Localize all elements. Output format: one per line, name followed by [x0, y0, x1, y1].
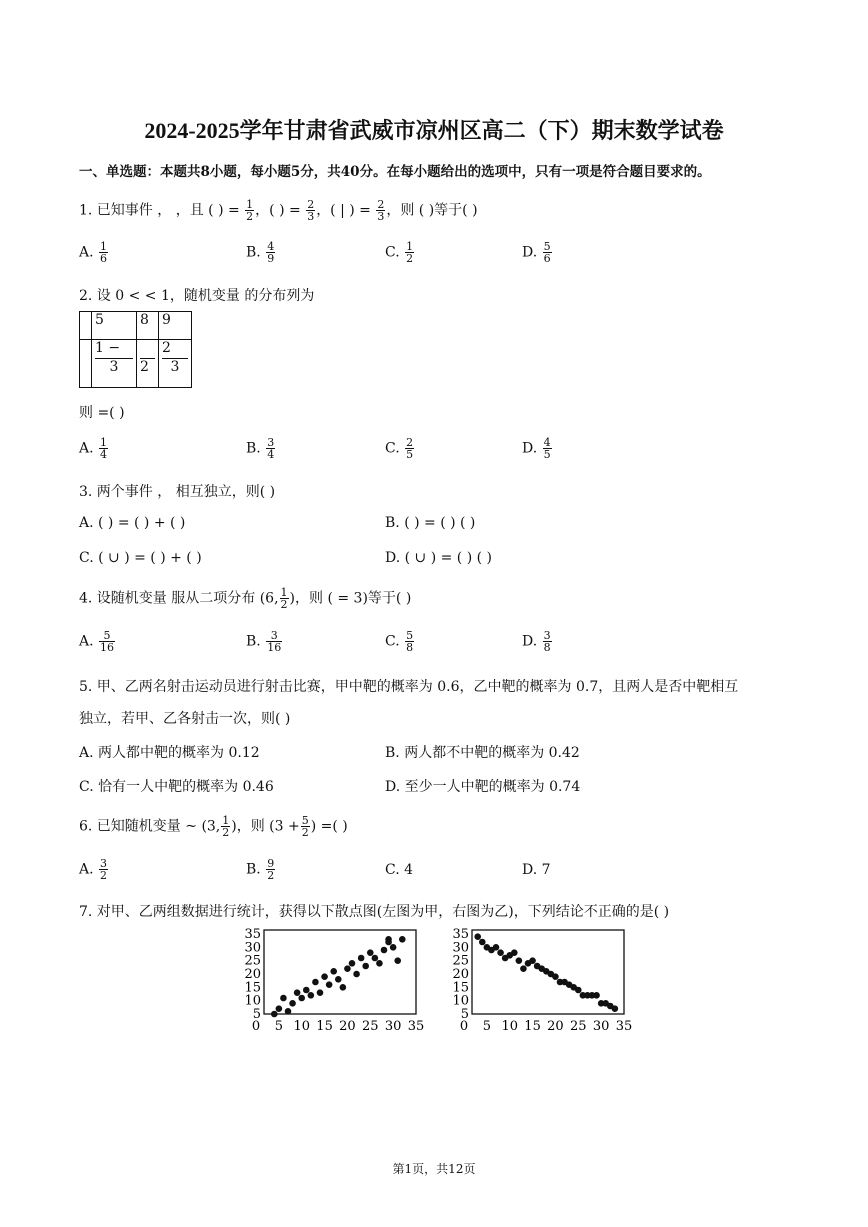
jia-point — [353, 971, 360, 978]
jia-point — [326, 981, 333, 988]
q2-option-b[interactable]: B. $\frac{3}{4}$ — [246, 436, 275, 461]
jia-point — [340, 984, 347, 991]
jia-y-tick-label: 35 — [244, 927, 261, 942]
yi-point — [529, 957, 536, 964]
jia-point — [312, 979, 319, 986]
yi-point — [474, 933, 481, 940]
q2-option-a[interactable]: A. $\frac{1}{4}$ — [79, 436, 108, 461]
q3-option-a[interactable]: A. ( ) = ( ) + ( ) — [79, 515, 186, 531]
q6-option-d[interactable]: D. 7 — [522, 862, 551, 878]
jia-point — [321, 973, 328, 980]
jia-point — [394, 957, 401, 964]
q1-option-d[interactable]: D. $\frac{5}{6}$ — [522, 240, 551, 265]
yi-x-tick-label: 25 — [570, 1019, 587, 1034]
yi-point — [516, 957, 523, 964]
yi-y-tick-label: 10 — [452, 993, 469, 1009]
jia-point — [367, 949, 374, 956]
q3-option-d[interactable]: D. ( ∪ ) = ( ) ( ) — [385, 550, 493, 566]
yi-x-tick-label: 15 — [524, 1019, 541, 1034]
yi-point — [612, 1005, 619, 1012]
question-5-line2: 独立，若甲、乙各射击一次，则( ) — [79, 711, 291, 727]
yi-point — [479, 939, 486, 946]
yi-x-tick-label: 10 — [501, 1019, 518, 1034]
jia-x-tick-label: 25 — [362, 1019, 379, 1034]
jia-x-tick-label: 20 — [339, 1019, 356, 1034]
jia-point — [358, 955, 365, 962]
question-6-stem: 6. 已知随机变量 ~ (3, $\frac{1}{2}$ )，则 (3 + $\frac{5}{2}$ ) =( ) — [79, 814, 348, 839]
yi-point — [552, 973, 559, 980]
jia-x-tick-label: 0 — [251, 1019, 261, 1034]
jia-point — [399, 936, 406, 943]
jia-x-tick-label: 15 — [316, 1019, 333, 1034]
jia-point — [385, 936, 392, 943]
q5-option-a[interactable]: A. 两人都中靶的概率为 0.12 — [79, 745, 260, 761]
yi-x-tick-label: 5 — [482, 1019, 491, 1034]
yi-point — [493, 944, 500, 951]
jia-point — [349, 960, 356, 967]
jia-point — [362, 963, 369, 970]
yi-y-tick-label: 5 — [460, 1007, 469, 1022]
jia-point — [344, 965, 351, 972]
q4-option-b[interactable]: B. $\frac{3}{16}$ — [246, 629, 282, 654]
yi-x-tick-label: 0 — [459, 1019, 469, 1034]
yi-point — [520, 965, 527, 972]
q4-option-c[interactable]: C. $\frac{5}{8}$ — [385, 629, 414, 654]
jia-point — [372, 955, 379, 962]
question-3-stem: 3. 两个事件 ， 相互独立，则( ) — [79, 484, 276, 500]
jia-point — [381, 947, 388, 954]
jia-x-tick-label: 35 — [407, 1019, 425, 1034]
yi-y-tick-label: 35 — [452, 927, 469, 942]
q6-option-b[interactable]: B. $\frac{9}{2}$ — [246, 857, 275, 882]
jia-point — [271, 1011, 278, 1018]
q1-option-c[interactable]: C. $\frac{1}{2}$ — [385, 240, 414, 265]
jia-point — [308, 992, 315, 999]
page-footer: 第1页，共12页 — [392, 1162, 476, 1176]
q5-option-d[interactable]: D. 至少一人中靶的概率为 0.74 — [385, 779, 581, 795]
jia-point — [330, 968, 337, 975]
jia-point — [298, 995, 305, 1002]
section-header: 一、单选题：本题共8小题，每小题5分，共40分。在每小题给出的选项中，只有一项是符合题目要求的。 — [79, 164, 711, 180]
q2-option-c[interactable]: C. $\frac{2}{5}$ — [385, 436, 414, 461]
question-4-stem: 4. 设随机变量 服从二项分布 (6, $\frac{1}{2}$ )，则 ( = 3)等于( ) — [79, 586, 412, 611]
q1-option-b[interactable]: B. $\frac{4}{9}$ — [246, 240, 275, 265]
page-title: 2024-2025学年甘肃省武威市凉州区高二（下）期末数学试卷 — [144, 118, 724, 143]
question-2-stem: 2. 设 0 < < 1，随机变量 的分布列为 — [79, 288, 315, 304]
jia-x-tick-label: 30 — [384, 1019, 402, 1034]
jia-point — [294, 989, 301, 996]
q5-option-c[interactable]: C. 恰有一人中靶的概率为 0.46 — [79, 779, 274, 795]
jia-y-tick-label: 15 — [244, 980, 261, 996]
q6-option-a[interactable]: A. $\frac{3}{2}$ — [79, 857, 108, 882]
q1-option-a[interactable]: A. $\frac{1}{6}$ — [79, 240, 108, 265]
scatter-chart-yi — [446, 922, 636, 1038]
yi-x-tick-label: 30 — [592, 1019, 610, 1034]
q4-option-a[interactable]: A. $\frac{5}{16}$ — [79, 629, 115, 654]
jia-point — [317, 989, 324, 996]
distribution-table: 5 8 9 1 − 3 2 2 3 — [79, 311, 192, 388]
jia-point — [376, 960, 383, 967]
scatter-chart-jia — [238, 922, 428, 1038]
yi-y-tick-label: 15 — [452, 980, 469, 996]
q5-option-b[interactable]: B. 两人都不中靶的概率为 0.42 — [385, 745, 580, 761]
yi-point — [511, 949, 518, 956]
jia-point — [303, 987, 310, 994]
question-7-stem: 7. 对甲、乙两组数据进行统计，获得以下散点图(左图为甲，右图为乙)，下列结论不正确的是( ) — [79, 904, 670, 920]
q2-option-d[interactable]: D. $\frac{4}{5}$ — [522, 436, 551, 461]
question-5-line1: 5. 甲、乙两名射击运动员进行射击比赛，甲中靶的概率为 0.6，乙中靶的概率为 0.7，且两人是否中靶相互 — [79, 679, 739, 695]
jia-y-tick-label: 5 — [252, 1007, 261, 1022]
yi-point — [575, 987, 582, 994]
jia-y-tick-label: 10 — [244, 993, 261, 1009]
question-1-stem: 1. 已知事件 ， ，且 ( ) = $\frac{1}{2}$ ，( ) = $\frac{2}{3}$ ，( | ) = $\frac{2}{3}$ ，则 ( )等于( ) — [79, 198, 478, 223]
yi-y-tick-label: 25 — [452, 953, 469, 969]
jia-plot-frame — [264, 930, 416, 1014]
question-2-after: 则 =( ) — [79, 405, 125, 421]
q3-option-b[interactable]: B. ( ) = ( ) ( ) — [385, 515, 476, 531]
jia-point — [280, 995, 287, 1002]
jia-point — [276, 1005, 283, 1012]
fraction: $\frac{1}{2}$ — [246, 198, 254, 223]
yi-point — [593, 992, 600, 999]
yi-y-tick-label: 20 — [452, 967, 469, 982]
jia-point — [335, 976, 342, 983]
yi-y-tick-label: 30 — [452, 940, 469, 956]
yi-x-tick-label: 35 — [615, 1019, 633, 1034]
jia-y-tick-label: 30 — [244, 940, 261, 956]
jia-x-tick-label: 10 — [293, 1019, 310, 1034]
fraction: $\frac{2}{3}$ — [307, 198, 315, 223]
jia-point — [289, 1000, 296, 1007]
yi-x-tick-label: 20 — [547, 1019, 564, 1034]
q3-option-c[interactable]: C. ( ∪ ) = ( ) + ( ) — [79, 550, 202, 566]
q6-option-c[interactable]: C. 4 — [385, 862, 414, 878]
jia-point — [285, 1008, 292, 1015]
fraction: $\frac{2}{3}$ — [377, 198, 385, 223]
jia-y-tick-label: 25 — [244, 953, 261, 969]
jia-y-tick-label: 20 — [244, 967, 261, 982]
jia-x-tick-label: 5 — [274, 1019, 283, 1034]
yi-point — [497, 949, 504, 956]
q4-option-d[interactable]: D. $\frac{3}{8}$ — [522, 629, 551, 654]
jia-point — [390, 944, 397, 951]
